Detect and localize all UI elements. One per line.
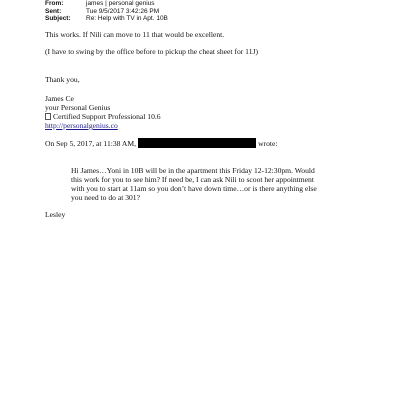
signature-cert: Certified Support Professional 10.6 <box>53 112 161 121</box>
signature-title: your Personal Genius <box>45 103 111 112</box>
signature-block <box>45 94 161 130</box>
signature-name: James Ce <box>45 94 74 103</box>
quoted-line-3: with you to start at 11am so you don’t have down time…or is there anything else <box>71 184 317 193</box>
reply-header <box>45 138 277 148</box>
from-value: james | personal genius <box>86 0 155 7</box>
email-header <box>45 0 168 23</box>
from-row <box>45 0 168 8</box>
from-label: From: <box>45 0 64 7</box>
redaction-bar <box>138 138 256 148</box>
signature-url-link[interactable]: http://personalgenius.co <box>45 121 118 130</box>
message-line-2: (I have to swing by the office before to pickup the cheat sheet for 11J) <box>45 47 258 56</box>
quoted-message <box>71 166 317 202</box>
quoted-line-1: Hi James…Yoni in 10B will be in the apartment this Friday 12-12:30pm. Would <box>71 166 315 175</box>
reply-header-prefix: On Sep 5, 2017, at 11:38 AM, <box>45 139 137 148</box>
apple-logo-icon <box>45 113 51 120</box>
message-line-1: This works. If Nili can move to 11 that would be excellent. <box>45 30 225 39</box>
reply-header-suffix: wrote: <box>258 139 278 148</box>
sent-row <box>45 8 168 16</box>
sent-value: Tue 9/5/2017 3:42:26 PM <box>86 7 160 15</box>
subject-label: Subject: <box>45 15 71 22</box>
sent-label: Sent: <box>45 7 62 15</box>
subject-value: Re: Help with TV in Apt. 10B <box>86 15 168 22</box>
thanks-line: Thank you, <box>45 75 80 84</box>
signature-cert-row <box>45 112 161 121</box>
quoted-line-2: this work for you to see him? If need be, I can ask Nili to scoot her appointment <box>71 175 314 184</box>
closing-name: Lesley <box>45 210 66 219</box>
quoted-line-4: you need to do at 301? <box>71 193 140 202</box>
subject-row <box>45 15 168 23</box>
